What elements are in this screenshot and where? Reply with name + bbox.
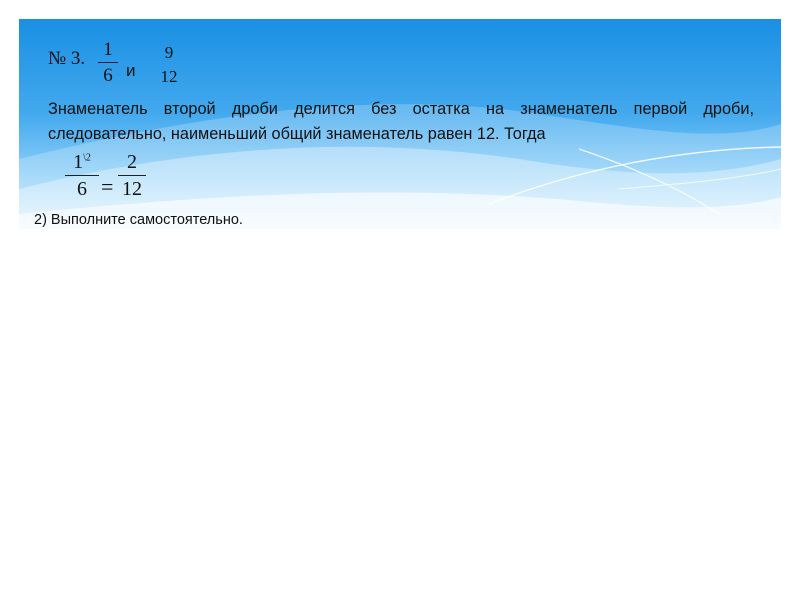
fraction-denominator: 12 — [122, 178, 142, 200]
task2-instruction: 2) Выполните самостоятельно. — [34, 212, 243, 228]
fraction-numerator — [65, 152, 99, 172]
fraction-denominator: 6 — [77, 178, 87, 200]
fraction-bar — [98, 62, 118, 63]
fraction-numerator: 1 — [103, 39, 113, 60]
equals-sign: = — [101, 174, 114, 199]
conjunction: и — [126, 61, 136, 80]
numerator-value: 1 — [73, 151, 84, 173]
equation-left-fraction — [65, 152, 99, 199]
fraction-bar — [118, 175, 146, 176]
multiplier: \2 — [83, 152, 91, 164]
fraction-bar — [156, 64, 182, 65]
fraction-denominator: 6 — [103, 65, 113, 86]
fraction-numerator: 2 — [127, 151, 137, 173]
fraction-denominator: 12 — [160, 67, 178, 86]
task-number: № 3. — [48, 48, 86, 69]
fraction-bar — [65, 175, 99, 176]
explanation-text: Знаменатель второй дроби делится без остатка на знаменатель первой дроби, следовательно, наименьший общий знаменатель равен 12. Тогда — [48, 100, 754, 143]
fraction-one-sixth — [98, 40, 118, 85]
fraction-nine-twelfths — [156, 44, 182, 85]
equation-right-fraction — [118, 152, 146, 199]
fraction-numerator: 9 — [164, 43, 174, 62]
